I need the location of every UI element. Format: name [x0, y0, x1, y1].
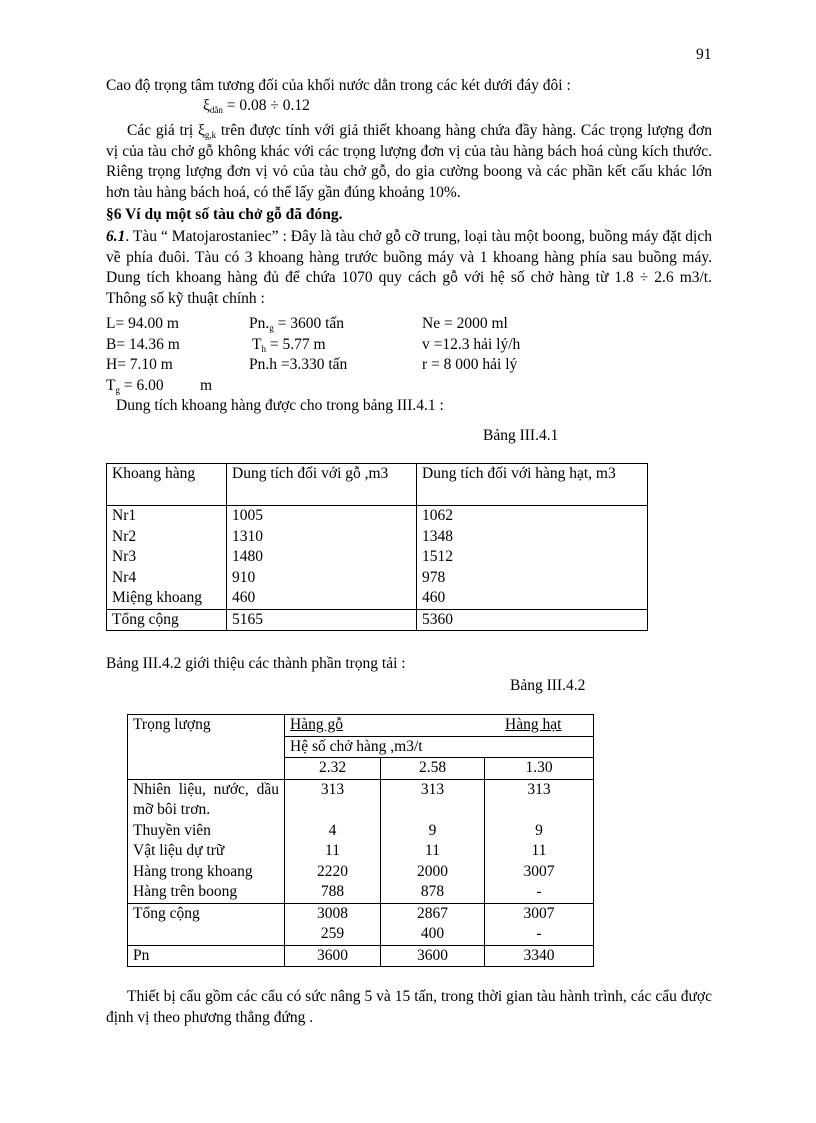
section-heading: §6 Ví dụ một số tàu chở gỗ đã đóng. — [106, 206, 343, 223]
table-total-row: Tổng cộng 3008 2867 3007 — [128, 903, 594, 924]
table-total-row: Tổng cộng 5165 5360 — [107, 609, 648, 631]
table-row: Miệng khoang 460 460 — [107, 588, 648, 609]
closing-paragraph: Thiết bị cẩu gồm các cẩu có sức nâng 5 và 15 tấn, trong thời gian tàu hành trình, các cẩu được định vị theo phương thẳng đứng . — [106, 988, 712, 1026]
deadweight-table: Trọng lượng Hàng gỗ Hàng hạt Hệ số chở hàng ,m3/t 2.32 2.58 1.30 Nhiên liệu, nước, dầu mỡ bôi trơn. 313 313 313 Thuyền viên 4 9 9 Vật liệu dự trữ 11 11 11 Hàng trong khoang 2220 2000 3007 Hàng trên boong 788 878 - Tổng cộng 3008 2867 3007 259 400 - Pn 3600 3600 3340 — [127, 714, 594, 967]
formula-range: = 0.08 ÷ 0.12 — [222, 97, 310, 114]
spec-row: B= 14.36 m $T_h = 5.77$ m v =12.3 hải lý/h — [106, 335, 521, 354]
spec-row: L= 94.00 m $Pn._g = 3600$ tấn Ne = 2000 ml — [106, 315, 508, 333]
intro-text: Cao độ trọng tâm tương đối của khối nước dằn trong các két dưới đáy đôi : — [106, 77, 571, 94]
table-row: Hàng trên boong 788 878 - — [128, 882, 594, 903]
table2-intro: Bảng III.4.2 giới thiệu các thành phần trọng tải : — [106, 655, 406, 672]
table-row: Nr1 1005 1062 — [107, 506, 648, 527]
table-row: Nr2 1310 1348 — [107, 527, 648, 548]
xi-subscript: dằn — [209, 105, 223, 115]
table-row: Nr3 1480 1512 — [107, 547, 648, 568]
table-header-row: Khoang hàng Dung tích đối với gỗ ,m3 Dung tích đối với hàng hạt, m3 — [107, 464, 648, 506]
ballast-formula — [203, 97, 310, 115]
paragraph-ship: 6.1. Tàu “ Matojarostaniec” : Đây là tàu chở gỗ cỡ trung, loại tàu một boong, buồng máy đặt dịch về phía đuôi. Tàu có 3 khoang hàng trước buồng máy và 1 khoang hàng phía sau buồng máy. Dung tích khoang hàng đủ để chứa 1070 quy cách gỗ với hệ số chở hàng từ 1.8 ÷ 2.6 m3/t. Thông số kỹ thuật chính : — [106, 228, 712, 307]
table-pn-row: Pn 3600 3600 3340 — [128, 945, 594, 967]
coef-row: 2.32 2.58 1.30 — [128, 758, 594, 780]
page-number: 91 — [696, 46, 712, 63]
table-row: Hàng trong khoang 2220 2000 3007 — [128, 862, 594, 883]
table1-caption: Bảng III.4.1 — [483, 427, 559, 444]
table-row: 259 400 - — [128, 924, 594, 945]
xi-symbol: ξ — [203, 97, 210, 114]
table-row: Thuyền viên 4 9 9 — [128, 821, 594, 842]
table-row: Nr4 910 978 — [107, 568, 648, 589]
table1-intro: Dung tích khoang hàng được cho trong bảng III.4.1 : — [116, 397, 444, 414]
table-header-row: Trọng lượng Hàng gỗ Hàng hạt — [128, 715, 594, 737]
table-row: Vật liệu dự trữ 11 11 11 — [128, 841, 594, 862]
table2-caption: Bảng III.4.2 — [510, 677, 586, 694]
table-row: Nhiên liệu, nước, dầu mỡ bôi trơn. 313 313 313 — [128, 779, 594, 821]
spec-row: H= 7.10 m Pn.h =3.330 tấn r = 8 000 hải lý — [106, 356, 518, 373]
spec-row: $T_g = 6.00$ m — [106, 376, 213, 395]
subsection-number: 6.1 — [106, 228, 126, 245]
spec-list — [106, 314, 606, 396]
cargo-capacity-table — [106, 463, 648, 631]
paragraph-weights: Các giá trị $\xi_{g,k}$ trên được tính với giả thiết khoang hàng chứa đầy hàng. Các trọng lượng đơn vị của tàu chở gỗ không khác với các trọng lượng đơn vị của tàu hàng bách hoá cùng kích thước. Riêng trọng lượng đơn vị vỏ của tàu chở gỗ, do gia cường boong và các phần kết cấu khác lớn hơn tàu hàng bách hoá, có thể lấy gần đúng khoảng 10%. — [106, 122, 712, 201]
intro-line — [106, 76, 712, 97]
